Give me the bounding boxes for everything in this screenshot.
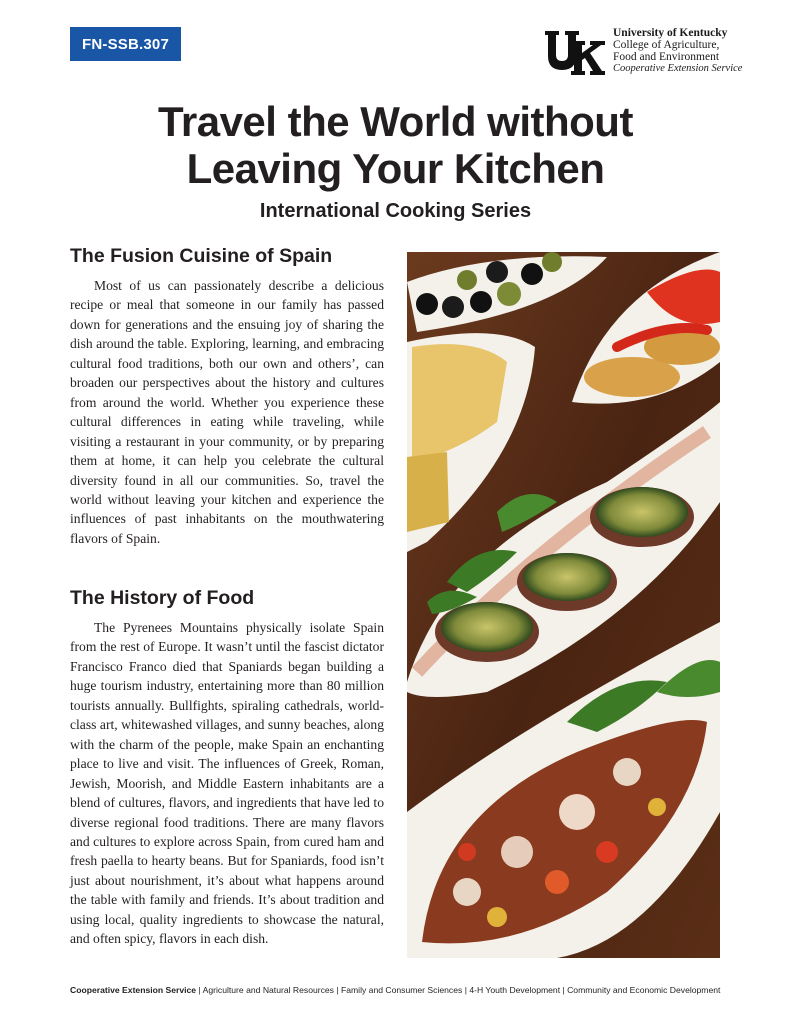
uk-logo bbox=[543, 27, 607, 75]
university-name-block bbox=[613, 27, 783, 75]
page-title bbox=[0, 98, 791, 192]
publication-code-badge: FN-SSB.307 bbox=[70, 27, 181, 61]
section-fusion-cuisine bbox=[70, 245, 384, 548]
extension-service-name: Cooperative Extension Service bbox=[613, 63, 743, 74]
title-line-2: Leaving Your Kitchen bbox=[186, 145, 605, 192]
section-history-of-food bbox=[70, 587, 384, 949]
section-heading: The Fusion Cuisine of Spain bbox=[70, 245, 333, 267]
footer-organization: Cooperative Extension Service bbox=[70, 985, 197, 995]
title-line-1: Travel the World without bbox=[158, 98, 633, 145]
footer-program-areas: | Agriculture and Natural Resources | Family and Consumer Sciences | 4-H Youth Development | Community and Economic Development bbox=[196, 985, 721, 995]
section-heading: The History of Food bbox=[70, 587, 255, 609]
section-body: Most of us can passionately describe a delicious recipe or meal that someone in our family has passed down for generations and the ensuing joy of sharing the dish around the table. Exploring, learning, and embracing cultural food traditions, both our own and others’, can broaden our perspectives about the history and cultures from around the world. Whether you experience these cultural differences in eating while traveling, while visiting a restaurant in your community, or by preparing them at home, it can help you celebrate the cultural diversity found in all our communities. So, travel the world without leaving your kitchen and experience the influences of past inhabitants on the mouthwatering flavors of Spain. bbox=[70, 278, 384, 546]
footer bbox=[70, 985, 770, 995]
college-name-line2: Food and Environment bbox=[613, 51, 720, 63]
section-body: The Pyrenees Mountains physically isolate Spain from the rest of Europe. It wasn’t until the fascist dictator Francisco Franco died that Spaniards began building a huge tourism industry, entertaining more than 80 million tourists annually. Bullfights, spiraling cathedrals, world-class art, whitewashed villages, and sunny beaches, along with the charm of the people, make Spain an enchanting place to live and visit. The influences of Greek, Roman, Jewish, Moorish, and Middle Eastern inhabitants are a blend of cultures, flavors, and ingredients that have led to diverse regional food traditions. There are many flavors and cultures to explore across Spain, from cured ham and fresh paella to hearty beans. But for Spaniards, food isn’t just about nourishment, it’s about what happens around the table with family and friends. It’s about tradition and using local, quality ingredients to showcase the natural, and often spicy, flavors in each dish. bbox=[70, 620, 384, 947]
college-name-line1: College of Agriculture, bbox=[613, 39, 720, 51]
university-name: University of Kentucky bbox=[613, 27, 728, 39]
spanish-tapas-photo bbox=[407, 252, 720, 958]
series-subtitle: International Cooking Series bbox=[259, 200, 532, 222]
